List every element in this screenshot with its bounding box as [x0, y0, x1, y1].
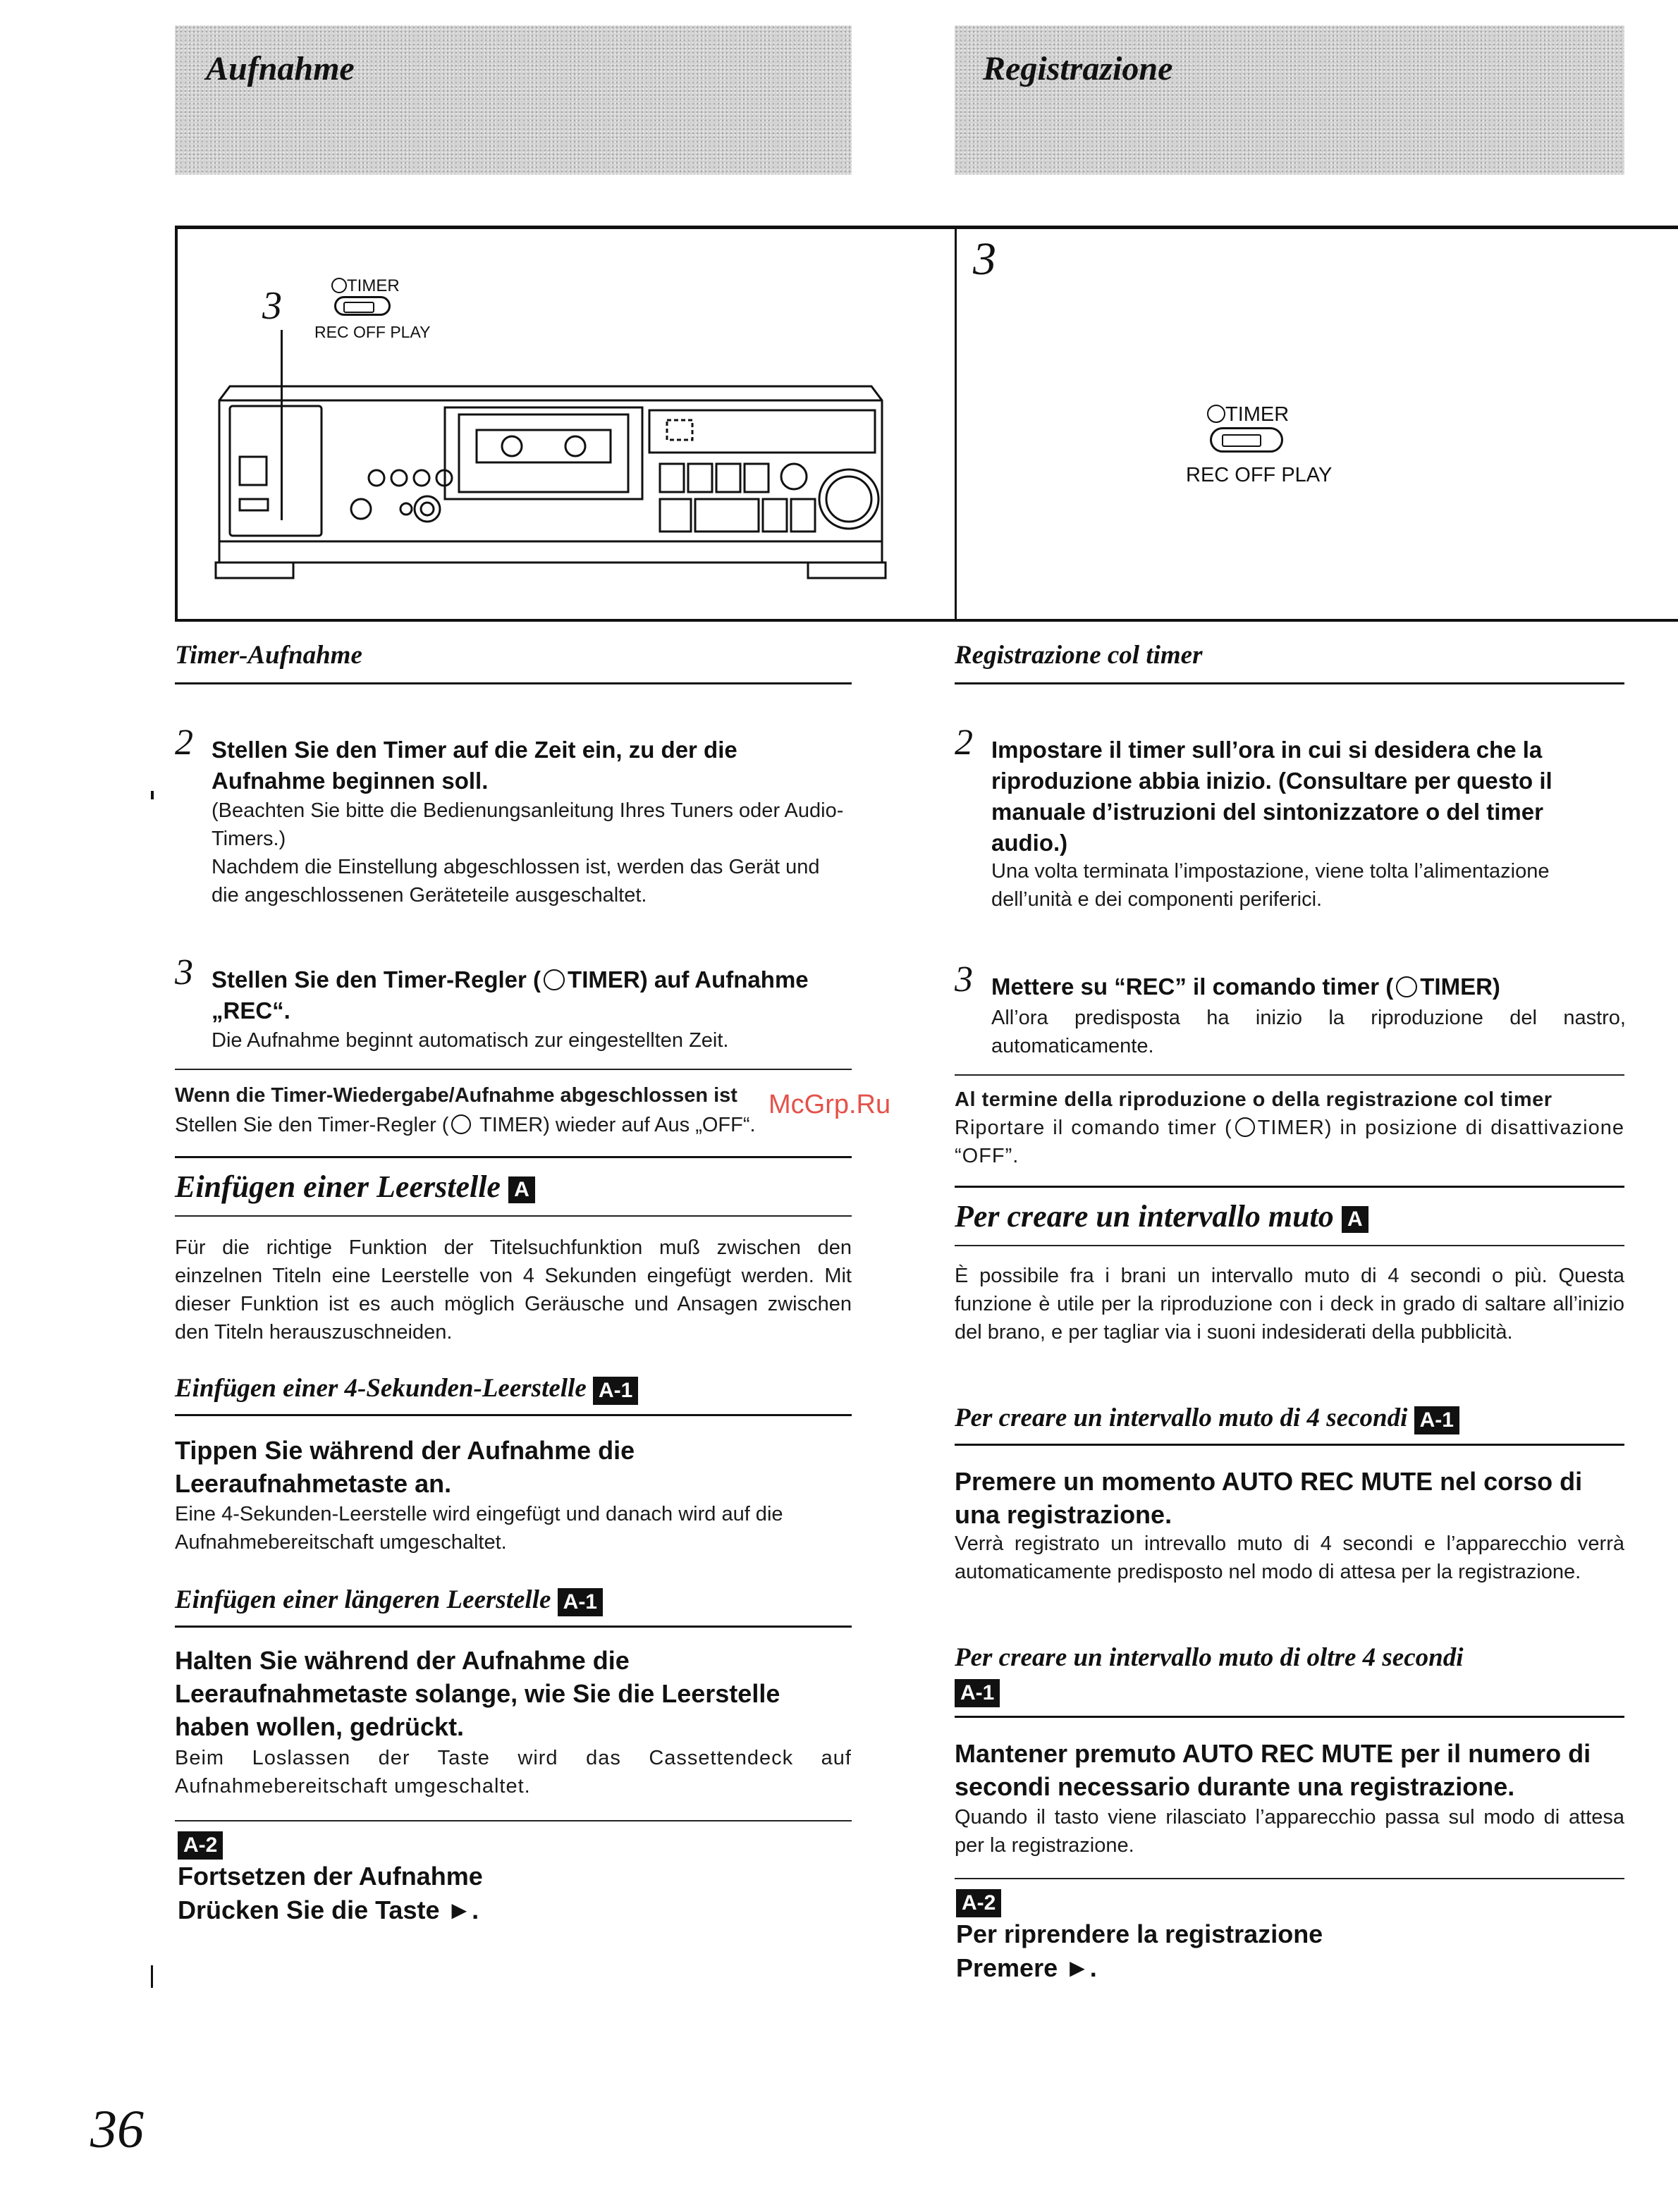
figure-divider	[955, 226, 957, 622]
left-step3-num: 3	[175, 952, 193, 993]
left-blank-top-rule	[175, 1156, 852, 1158]
right-step2-text: Una volta terminata l’impostazione, viene tolta l’alimentazione dell’unità e dei componenti periferici.	[991, 860, 1550, 911]
clock-icon	[451, 1114, 471, 1134]
clock-icon	[1396, 976, 1417, 997]
margin-mark	[151, 1965, 153, 1988]
right-badge-a2	[956, 1889, 1001, 1917]
clock-icon	[1235, 1117, 1255, 1137]
left-resume-text: Drücken Sie die Taste ►.	[178, 1895, 479, 1924]
left-step2-bold: Stellen Sie den Timer auf die Zeit ein, zu der die Aufnahme beginnen soll.	[212, 737, 737, 794]
right-step3-text: All’ora predisposta ha inizio la riproduzione del nastro, automaticamente.	[991, 1007, 1626, 1057]
right-resume-text: Premere ►.	[956, 1953, 1097, 1982]
left-note-bold: Wenn die Timer-Wiedergabe/Aufnahme abgeschlossen ist	[175, 1084, 737, 1107]
figure-right-step-label: 3	[973, 233, 996, 285]
badge-a2: A-2	[956, 1889, 1001, 1917]
clock-icon	[331, 278, 347, 293]
figure-right-timer-positions: REC OFF PLAY	[1186, 464, 1333, 486]
timer-switch	[334, 296, 391, 316]
figure-timer-positions: REC OFF PLAY	[314, 323, 431, 341]
right-sub1-title: Per creare un intervallo muto di 4 secondi A-1	[955, 1403, 1459, 1434]
left-sub1-title: Einfügen einer 4-Sekunden-Leerstelle A-1	[175, 1373, 638, 1405]
cassette-deck-drawing	[209, 372, 893, 591]
left-step3-text: Die Aufnahme beginnt automatisch zur eingestellten Zeit.	[212, 1029, 729, 1052]
left-sub1-text: Eine 4-Sekunden-Leerstelle wird eingefügt und danach wird auf die Aufnahmebereitschaft umgeschaltet.	[175, 1503, 783, 1554]
left-step2-text1: (Beachten Sie bitte die Bedienungsanleitung Ihres Tuners oder Audio-Timers.)	[212, 799, 844, 850]
right-note-text: Riportare il comando timer ( TIMER) in posizione di disattivazione “OFF”.	[955, 1117, 1624, 1167]
header-title-right: Registrazione	[983, 50, 1173, 87]
badge-a: A	[508, 1176, 535, 1203]
left-timer-rule	[175, 682, 852, 684]
badge-a1: A-1	[1414, 1406, 1459, 1434]
right-note-bold: Al termine della riproduzione o della registrazione col timer	[955, 1088, 1553, 1111]
left-step2-text2: Nachdem die Einstellung abgeschlossen ist, werden das Gerät und die angeschlossenen Geräteteile ausgeschaltet.	[212, 856, 820, 907]
right-resume-rule	[955, 1878, 1624, 1879]
header-bar-right	[955, 25, 1624, 175]
right-timer-section-title: Registrazione col timer	[955, 641, 1203, 670]
right-note-rule	[955, 1074, 1624, 1076]
left-resume-rule	[175, 1820, 852, 1821]
right-step2-num: 2	[955, 723, 973, 763]
left-note-text: Stellen Sie den Timer-Regler ( TIMER) wieder auf Aus „OFF“.	[175, 1114, 756, 1136]
right-resume-title: Per riprendere la registrazione	[956, 1919, 1323, 1948]
timer-switch-right	[1210, 427, 1283, 453]
right-sub2-rule	[955, 1716, 1624, 1718]
left-sub2-title: Einfügen einer längeren Leerstelle A-1	[175, 1585, 603, 1616]
left-sub1-bold: Tippen Sie während der Aufnahme die Leeraufnahmetaste an.	[175, 1436, 635, 1498]
badge-a: A	[1342, 1206, 1368, 1233]
header-bar-left	[175, 25, 852, 175]
left-note-rule	[175, 1069, 852, 1070]
right-step3-num: 3	[955, 959, 973, 1000]
left-blank-text: Für die richtige Funktion der Titelsuchfunktion muß zwischen den einzelnen Titeln eine Leerstelle von 4 Sekunden eingefügt werden. Mit dieser Funktion ist es auch möglich Geräusche und Ansagen zwischen den Titeln herauszuschneiden.	[175, 1236, 852, 1344]
figure-right-timer-label: TIMER	[1207, 403, 1289, 426]
right-mute-text: È possibile fra i brani un intervallo muto di 4 secondi o più. Questa funzione è utile per la riproduzione con i deck in grado di saltare all’inizio del brano, e per tagliar via i suoni indesiderati della pubblicità.	[955, 1265, 1624, 1344]
badge-a1: A-1	[593, 1377, 638, 1405]
left-sub2-rule	[175, 1626, 852, 1628]
right-sub2-title: Per creare un intervallo muto di oltre 4 secondi	[955, 1643, 1464, 1672]
right-sub2-bold: Mantener premuto AUTO REC MUTE per il numero di secondi necessario durante una registrazione.	[955, 1739, 1591, 1801]
right-step3-bold: Mettere su “REC” il comando timer ( TIMER)	[991, 973, 1500, 1000]
right-sub1-text: Verrà registrato un intrevallo muto di 4 secondi e l’apparecchio verrà automaticamente predisposto nel modo di attesa per la registrazione.	[955, 1532, 1624, 1583]
left-sub2-bold: Halten Sie während der Aufnahme die Leeraufnahmetaste solange, wie Sie die Leerstelle haben wollen, gedrückt.	[175, 1646, 780, 1741]
left-badge-a2	[178, 1831, 223, 1860]
left-blank-title: Einfügen einer Leerstelle A	[175, 1169, 535, 1205]
clock-icon	[544, 969, 565, 990]
clock-icon	[1207, 405, 1225, 423]
badge-a1: A-1	[955, 1679, 1000, 1707]
figure-timer-label: TIMER	[331, 276, 400, 296]
left-step3-bold: Stellen Sie den Timer-Regler ( TIMER) auf Aufnahme „REC“.	[212, 966, 809, 1024]
right-mute-top-rule	[955, 1186, 1624, 1188]
left-blank-rule	[175, 1215, 852, 1217]
right-mute-title: Per creare un intervallo muto A	[955, 1198, 1368, 1234]
figure-step-label: 3	[262, 284, 282, 328]
left-resume-title: Fortsetzen der Aufnahme	[178, 1862, 483, 1891]
left-timer-section-title: Timer-Aufnahme	[175, 641, 362, 670]
badge-a1: A-1	[558, 1588, 603, 1616]
right-step2-bold: Impostare il timer sull’ora in cui si desidera che la riproduzione abbia inizio. (Consultare per questo il manuale d’istruzioni del sintonizzatore o del timer audio.)	[991, 737, 1553, 856]
right-sub2-text: Quando il tasto viene rilasciato l’apparecchio passa sul modo di attesa per la registrazione.	[955, 1806, 1624, 1857]
left-sub1-rule	[175, 1414, 852, 1416]
page-number: 36	[90, 2100, 144, 2159]
header-title-left: Aufnahme	[206, 50, 355, 87]
right-mute-rule	[955, 1245, 1624, 1246]
right-sub1-rule	[955, 1444, 1624, 1446]
watermark: McGrp.Ru	[768, 1090, 891, 1119]
left-step2-num: 2	[175, 723, 193, 763]
right-sub1-bold: Premere un momento AUTO REC MUTE nel corso di una registrazione.	[955, 1467, 1583, 1529]
left-sub2-text: Beim Loslassen der Taste wird das Cassettendeck auf Aufnahmebereitschaft umgeschaltet.	[175, 1747, 852, 1798]
badge-a2: A-2	[178, 1831, 223, 1860]
right-timer-rule	[955, 682, 1624, 684]
margin-dot	[151, 791, 154, 799]
right-sub2-badge	[955, 1679, 1000, 1707]
